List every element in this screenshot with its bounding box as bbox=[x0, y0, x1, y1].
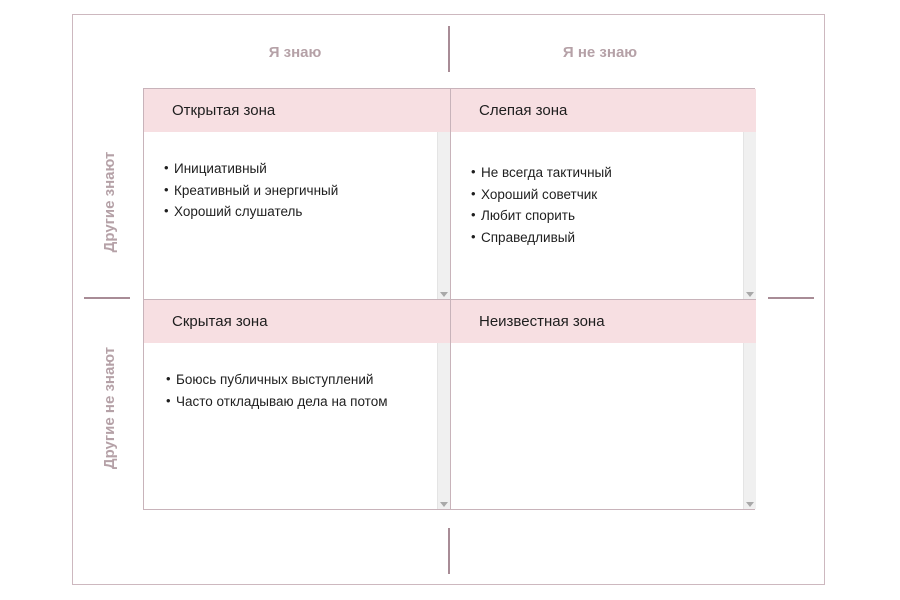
list-item: • Хороший советчик bbox=[471, 184, 612, 206]
quadrant-title: Неизвестная зона bbox=[451, 300, 756, 343]
quadrant-content[interactable] bbox=[451, 132, 756, 299]
trait-list bbox=[166, 369, 388, 412]
list-item: • Справедливый bbox=[471, 227, 612, 249]
column-header-i-know: Я знаю bbox=[268, 44, 322, 61]
list-item: • Любит спорить bbox=[471, 205, 612, 227]
chevron-down-icon[interactable] bbox=[746, 292, 754, 297]
list-item: • Хороший слушатель bbox=[164, 201, 338, 223]
quadrant-title: Открытая зона bbox=[144, 89, 450, 132]
quadrant-grid bbox=[143, 88, 755, 510]
quadrant-unknown-zone bbox=[450, 299, 756, 509]
quadrant-title: Слепая зона bbox=[451, 89, 756, 132]
chevron-down-icon[interactable] bbox=[746, 502, 754, 507]
quadrant-content[interactable] bbox=[144, 132, 450, 299]
scrollbar[interactable] bbox=[437, 132, 450, 299]
row-header-others-dont-know: Другие не знают bbox=[101, 346, 118, 470]
quadrant-hidden-zone bbox=[144, 299, 450, 509]
list-item: • Часто откладываю дела на потом bbox=[166, 391, 388, 413]
scrollbar[interactable] bbox=[743, 343, 756, 509]
quadrant-blind-zone bbox=[450, 89, 756, 299]
column-header-i-dont-know: Я не знаю bbox=[562, 44, 638, 61]
left-divider-tick bbox=[84, 297, 130, 299]
quadrant-title: Скрытая зона bbox=[144, 300, 450, 343]
list-item: • Креативный и энергичный bbox=[164, 180, 338, 202]
trait-list bbox=[164, 158, 338, 223]
quadrant-content[interactable] bbox=[451, 343, 756, 509]
row-header-others-know: Другие знают bbox=[101, 151, 118, 253]
bottom-divider-tick bbox=[448, 528, 450, 574]
top-divider-tick bbox=[448, 26, 450, 72]
scrollbar[interactable] bbox=[437, 343, 450, 509]
right-divider-tick bbox=[768, 297, 814, 299]
list-item: • Боюсь публичных выступлений bbox=[166, 369, 388, 391]
chevron-down-icon[interactable] bbox=[440, 502, 448, 507]
list-item: • Инициативный bbox=[164, 158, 338, 180]
scrollbar[interactable] bbox=[743, 132, 756, 299]
chevron-down-icon[interactable] bbox=[440, 292, 448, 297]
list-item: • Не всегда тактичный bbox=[471, 162, 612, 184]
quadrant-content[interactable] bbox=[144, 343, 450, 509]
trait-list bbox=[471, 162, 612, 248]
quadrant-open-zone bbox=[144, 89, 450, 299]
